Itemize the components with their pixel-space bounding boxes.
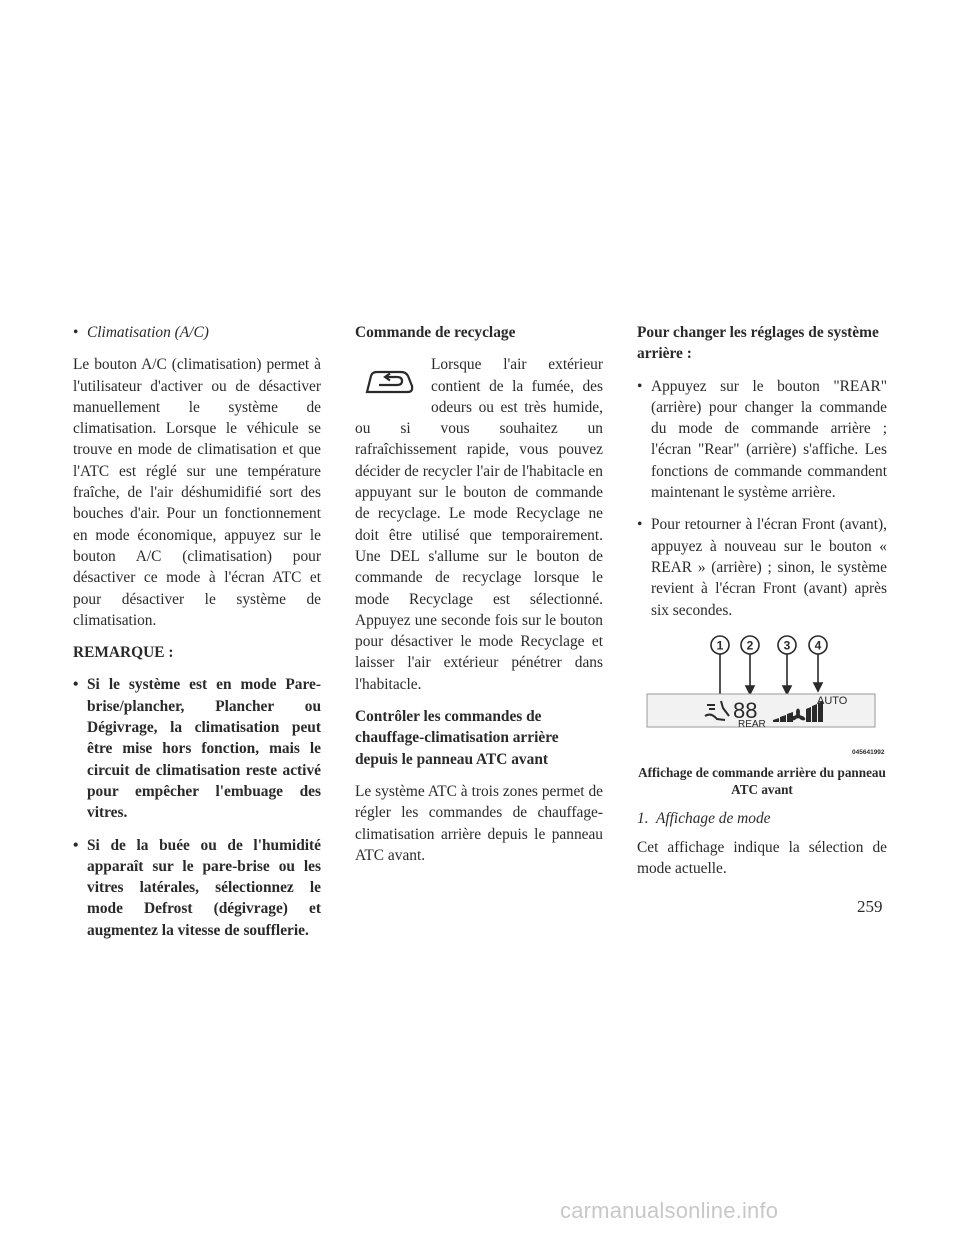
ac-title-bullet (73, 322, 321, 343)
bullet-dot: • (73, 836, 79, 854)
mode-item-number: 1. (637, 809, 649, 827)
rear-settings-item (637, 514, 887, 620)
column-right (637, 322, 887, 891)
bullet-dot: • (73, 676, 79, 694)
rear-settings-heading: Pour changer les réglages de système arrière : (637, 324, 879, 363)
mode-item-body: Cet affichage indique la sélection de mode actuelle. (637, 839, 887, 878)
rear-settings-item (637, 376, 887, 504)
figure-code: 045641992 (852, 748, 885, 756)
column-middle (355, 322, 603, 877)
figure-caption: Affichage de commande arrière du panneau ATC avant (638, 764, 886, 797)
bullet-dot: • (637, 377, 643, 395)
mode-item-title: Affichage de mode (655, 809, 771, 827)
mode-item-title-line (637, 808, 887, 829)
bullet-dot: • (73, 324, 79, 341)
page-number: 259 (857, 897, 883, 916)
callout-4: 4 (814, 638, 822, 653)
rear-body: Le système ATC à trois zones permet de régler les commandes de chauffage-climatisation arrière depuis le panneau ATC avant. (355, 782, 603, 864)
rear-settings-item-text: Appuyez sur le bouton "REAR" (arrière) pour changer la commande du mode de commande arrière ; l'écran "Rear" (arrière) s'affiche. Les fonctions de commande commandent maintenant le système arrière. (651, 377, 887, 502)
rear-label: REAR (738, 718, 766, 730)
note-item-text: Si de la buée ou de l'humidité apparaît sur le pare-brise ou les vitres latérales, sélectionnez le mode Defrost (dégivrage) et augmentez la vitesse de soufflerie. (87, 836, 321, 939)
note-label: REMARQUE : (73, 644, 174, 662)
note-item (73, 674, 321, 823)
callout-3: 3 (783, 638, 791, 653)
ac-title: Climatisation (A/C) (87, 324, 209, 341)
recycle-body: Lorsque l'air extérieur contient de la fumée, des odeurs ou est très humide, ou si vous souhaitez un rafraîchissement rapide, vous pouvez décider de recycler l'air de l'habitacle en appuyant sur le bouton de commande de recyclage. Le mode Recyclage ne doit être utilisé que temporairement. Une DEL s'allume sur le bouton de commande de recyclage lorsque le mode Recyclage est sélectionné. Appuyez une seconde fois sur le bouton pour désactiver le mode Recyclage et laisser l'air extérieur pénétrer dans l'habitacle. (355, 356, 603, 693)
recycle-block (355, 354, 603, 695)
callout-1: 1 (716, 638, 724, 653)
atc-rear-display-figure (637, 632, 887, 760)
column-left (73, 322, 321, 952)
rear-settings-item-text: Pour retourner à l'écran Front (avant), appuyez à nouveau sur le bouton « REAR » (arrière) ; sinon, le système revient à l'écran Front (avant) après six secondes. (651, 516, 887, 619)
auto-label: AUTO (817, 694, 848, 707)
ac-body: Le bouton A/C (climatisation) permet à l'utilisateur d'activer ou de désactiver manuellement le système de climatisation. Lorsque le véhicule se trouve en mode de climatisation et que l'ATC est réglé sur une température fraîche, de l'air déshumidifié sort des bouches d'air. Pour un fonctionnement en mode économique, appuyez sur le bouton A/C (climatisation) pour désactiver ce mode à l'écran ATC et pour désactiver le système de climatisation. (73, 356, 321, 629)
watermark: carmanualsonline.info (560, 1198, 779, 1223)
recycle-heading: Commande de recyclage (355, 324, 516, 341)
callout-2: 2 (746, 638, 754, 653)
note-item (73, 835, 321, 941)
rear-heading: Contrôler les commandes de chauffage-climatisation arrière depuis le panneau ATC avant (355, 708, 559, 768)
recirculation-icon (363, 366, 415, 398)
temp-digits: 88 (733, 697, 758, 723)
note-item-text: Si le système est en mode Pare-brise/plancher, Plancher ou Dégivrage, la climatisation peut être mise hors fonction, mais le circuit de climatisation reste activé pour empêcher l'embuage des vitres. (87, 676, 321, 822)
atc-display-diagram (637, 632, 887, 760)
bullet-dot: • (637, 516, 643, 534)
